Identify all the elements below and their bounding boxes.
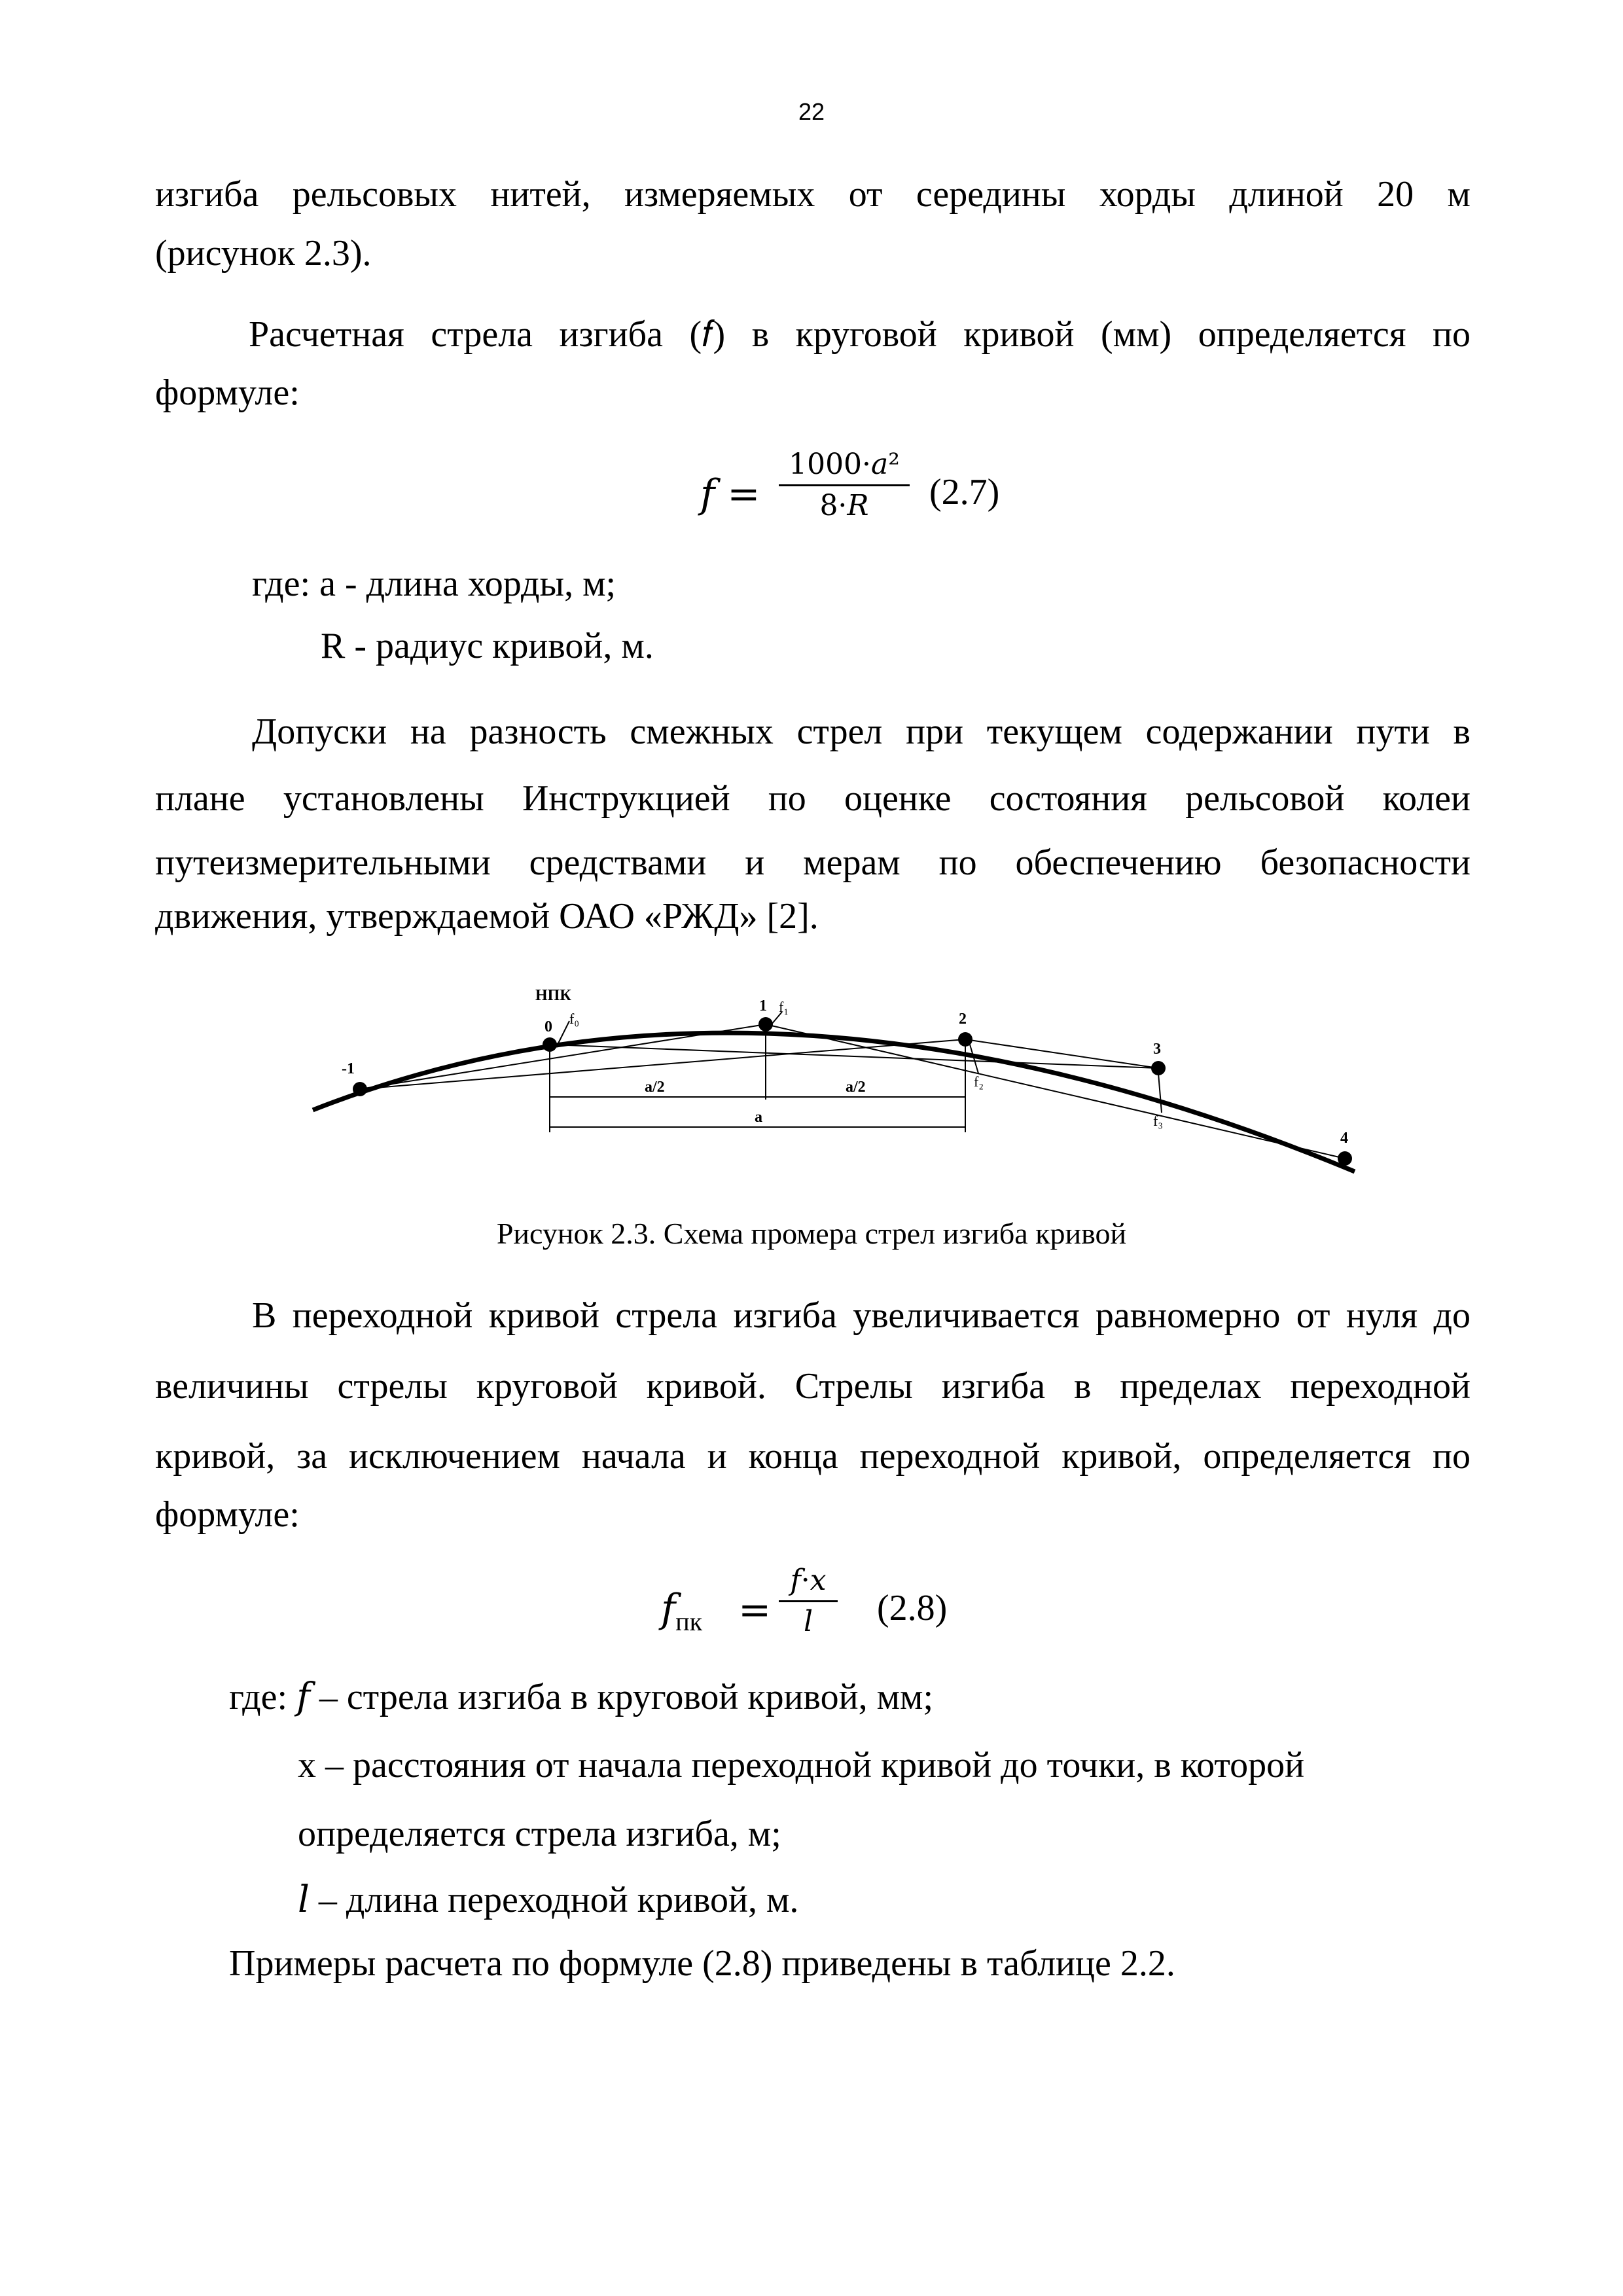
formula-2-8 (661, 1561, 988, 1672)
paragraph-2-line-1: Расчетная стрела изгиба (𝑓) в круговой кривой (мм) определяется по (249, 314, 1471, 355)
formula-2-7-fraction (779, 445, 910, 526)
track-curve (313, 1033, 1355, 1172)
measurement-point-3 (1151, 1061, 1166, 1075)
page-number: 22 (798, 98, 825, 125)
where-2-7-line-1: где: а - длина хорды, м; (252, 564, 616, 604)
paragraph-3-line-4: движения, утверждаемой ОАО «РЖД» [2]. (155, 896, 819, 937)
where-2-8-line-4 (298, 1878, 798, 1921)
label-f3: f₃ (1153, 1113, 1163, 1129)
measurement-point-2 (958, 1032, 972, 1047)
paragraph-2-line-2: формуле: (155, 372, 300, 413)
paragraph-1-line-1: изгиба рельсовых нитей, измеряемых от середины хорды длиной 20 м (155, 174, 1471, 215)
where-2-7-line-2: R - радиус кривой, м. (321, 626, 654, 666)
label-half-a-right: a/2 (846, 1079, 866, 1096)
paragraph-4-line-4: формуле: (155, 1494, 300, 1535)
paragraph-4-line-1: В переходной кривой стрела изгиба увеличивается равномерно от нуля до (252, 1295, 1471, 1336)
paragraph-1-line-2: (рисунок 2.3). (155, 233, 372, 274)
label-half-a-left: a/2 (645, 1079, 665, 1096)
f-marker-line (558, 1021, 569, 1045)
label-f2: f₂ (974, 1073, 984, 1090)
label-f0: f₀ (569, 1011, 579, 1027)
where-2-8-symbol-f: 𝑓 (296, 1676, 310, 1718)
f-marker-line (970, 1045, 978, 1073)
label-f1: f₁ (779, 999, 789, 1015)
figure-caption: Рисунок 2.3. Схема промера стрел изгиба кривой (496, 1217, 1127, 1250)
paragraph-3-line-3: путеизмерительными средствами и мерам по обеспечению безопасности (155, 842, 1471, 883)
formula-2-8-number: (2.8) (877, 1588, 948, 1628)
formula-2-8-numerator: 𝑓·𝑥 (790, 1564, 827, 1597)
label-a: a (755, 1109, 762, 1126)
paragraph-3-line-2: плане установлены Инструкцией по оценке состояния рельсовой колеи (155, 778, 1471, 819)
formula-2-7-numerator: 1000·𝑎² (789, 448, 900, 481)
measurement-point--1 (353, 1082, 367, 1096)
formula-2-7 (700, 445, 1041, 556)
formula-2-8-f: 𝑓 (661, 1586, 676, 1632)
label-point-4: 4 (1340, 1130, 1348, 1147)
measurement-point-4 (1338, 1151, 1352, 1166)
where-2-8-line-3: определяется стрела изгиба, м; (298, 1814, 781, 1854)
label-point--1: -1 (342, 1060, 355, 1077)
formula-2-8-fraction (779, 1561, 838, 1641)
formula-2-7-number: (2.7) (929, 472, 1000, 512)
where-2-8-line-1 (229, 1676, 933, 1718)
where-2-8-prefix: где: (229, 1677, 288, 1717)
label-npk: НПК (535, 987, 571, 1004)
formula-2-8-denominator: 𝑙 (803, 1605, 813, 1638)
label-point-1: 1 (759, 997, 767, 1014)
f-marker-line (1158, 1073, 1162, 1113)
paragraph-5: Примеры расчета по формуле (2.8) приведены в таблице 2.2. (229, 1943, 1175, 1984)
formula-2-8-subscript: пк (675, 1607, 703, 1636)
paragraph-4-line-2: величины стрелы круговой кривой. Стрелы изгиба в пределах переходной (155, 1366, 1471, 1407)
formula-2-8-lhs (661, 1586, 702, 1637)
where-2-8-text-1: – стрела изгиба в круговой кривой, мм; (319, 1677, 934, 1717)
paragraph-3-line-1: Допуски на разность смежных стрел при текущем содержании пути в (252, 711, 1471, 752)
where-2-8-line-2: х – расстояния от начала переходной кривой до точки, в которой (298, 1745, 1305, 1785)
measurement-point-1 (758, 1017, 773, 1031)
where-2-8-text-4: – длина переходной кривой, м. (318, 1880, 799, 1920)
where-2-8-symbol-l: 𝑙 (298, 1878, 310, 1921)
formula-2-7-denominator: 8·𝑅 (819, 489, 869, 522)
curve-chord-diagram (0, 969, 1623, 1191)
label-point-3: 3 (1153, 1041, 1161, 1058)
formula-2-8-equals: = (738, 1587, 772, 1633)
measurement-point-0 (543, 1037, 557, 1052)
label-point-0: 0 (544, 1018, 552, 1035)
label-point-2: 2 (959, 1011, 967, 1028)
paragraph-4-line-3: кривой, за исключением начала и конца переходной кривой, определяется по (155, 1436, 1471, 1477)
formula-2-7-lhs: 𝑓 = (700, 471, 760, 517)
